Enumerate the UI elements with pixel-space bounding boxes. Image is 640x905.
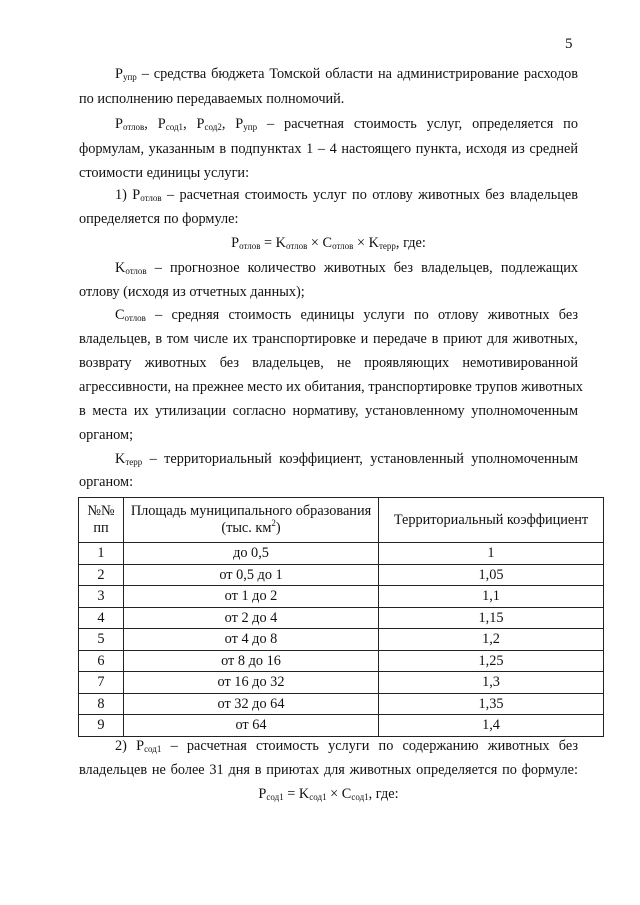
table-row [79, 693, 604, 715]
table-row [79, 650, 604, 672]
cell-coefficient: 1,25 [379, 650, 604, 672]
cell-area: от 64 [124, 715, 379, 737]
cell-num: 3 [79, 586, 124, 608]
c-otlov-line-5: в места их утилизации согласно нормативу, установленному уполномоченным [79, 403, 578, 419]
k-otlov-line-1: $K_{отлов}$ – прогнозное количество животных без владельцев, подлежащих [115, 260, 578, 276]
item1-line-2: определяется по формуле: [79, 211, 239, 227]
table-row [79, 543, 604, 565]
k-terr-line-2: органом: [79, 474, 134, 490]
item1-line-1: 1) $P_{отлов}$ – расчетная стоимость услуг по отлову животных без владельцев [115, 187, 579, 203]
header-area: Площадь муниципального образования (тыс. $км^2$) [124, 498, 379, 543]
p-upr-line-1: $P_{упр}$ – средства бюджета Томской области на администрирование расходов [115, 66, 578, 82]
cell-coefficient: 1,15 [379, 607, 604, 629]
item2-line-1: 2) $P_{сод1}$ – расчетная стоимость услуги по содержанию животных без [115, 738, 579, 754]
p-list-line-2: формулам, указанным в подпунктах 1 – 4 настоящего пункта, исходя из средней [79, 141, 578, 157]
c-otlov-line-2: владельцев, в том числе их транспортировке и передаче в приют для животных, [79, 331, 578, 347]
table-header-row [79, 498, 604, 543]
cell-area: от 8 до 16 [124, 650, 379, 672]
cell-num: 9 [79, 715, 124, 737]
cell-num: 5 [79, 629, 124, 651]
c-otlov-line-3: возврату животных без владельцев, не проявляющих немотивированной [79, 355, 578, 371]
c-otlov-line-6: органом; [79, 427, 134, 443]
table-row [79, 715, 604, 737]
cell-area: до 0,5 [124, 543, 379, 565]
territorial-coefficient-table [78, 497, 604, 737]
cell-num: 2 [79, 564, 124, 586]
cell-coefficient: 1 [379, 543, 604, 565]
item2-line-2: владельцев не более 31 дня в приютах для животных определяется по формуле: [79, 762, 578, 778]
table-row [79, 607, 604, 629]
table-row [79, 629, 604, 651]
k-terr-line-1: $K_{терр}$ – территориальный коэффициент, установленный уполномоченным [115, 451, 578, 467]
cell-area: от 1 до 2 [124, 586, 379, 608]
cell-area: от 32 до 64 [124, 693, 379, 715]
formula-sod1: $P_{сод1} = K_{сод1} \times C_{сод1}$, где: [258, 786, 399, 802]
header-num: №№ пп [79, 498, 124, 543]
cell-num: 4 [79, 607, 124, 629]
cell-coefficient: 1,05 [379, 564, 604, 586]
cell-area: от 0,5 до 1 [124, 564, 379, 586]
cell-coefficient: 1,2 [379, 629, 604, 651]
table-row [79, 564, 604, 586]
cell-coefficient: 1,35 [379, 693, 604, 715]
cell-area: от 16 до 32 [124, 672, 379, 694]
cell-num: 6 [79, 650, 124, 672]
p-upr-line-2: по исполнению передаваемых полномочий. [79, 91, 345, 107]
p-list-line-3: стоимости единицы услуги: [79, 165, 250, 181]
page-number: 5 [565, 36, 573, 52]
cell-coefficient: 1,3 [379, 672, 604, 694]
cell-coefficient: 1,4 [379, 715, 604, 737]
cell-num: 1 [79, 543, 124, 565]
table-row [79, 672, 604, 694]
formula-otlov: $P_{отлов} = K_{отлов} \times C_{отлов} \times K_{терр}$, где: [231, 235, 426, 251]
p-list-line-1: $P_{отлов}$, $P_{сод1}$, $P_{сод2}$, $P_{упр}$ – расчетная стоимость услуг, определяется по [115, 116, 578, 132]
k-otlov-line-2: отлову (исходя из отчетных данных); [79, 284, 305, 300]
c-otlov-line-4: агрессивности, на прежнее место их обитания, транспортировке трупов животных [79, 379, 583, 395]
header-coefficient: Территориальный коэффициент [379, 498, 604, 543]
cell-num: 7 [79, 672, 124, 694]
cell-area: от 4 до 8 [124, 629, 379, 651]
table-row [79, 586, 604, 608]
cell-num: 8 [79, 693, 124, 715]
cell-area: от 2 до 4 [124, 607, 379, 629]
cell-coefficient: 1,1 [379, 586, 604, 608]
c-otlov-line-1: $C_{отлов}$ – средняя стоимость единицы услуги по отлову животных без [115, 307, 578, 323]
